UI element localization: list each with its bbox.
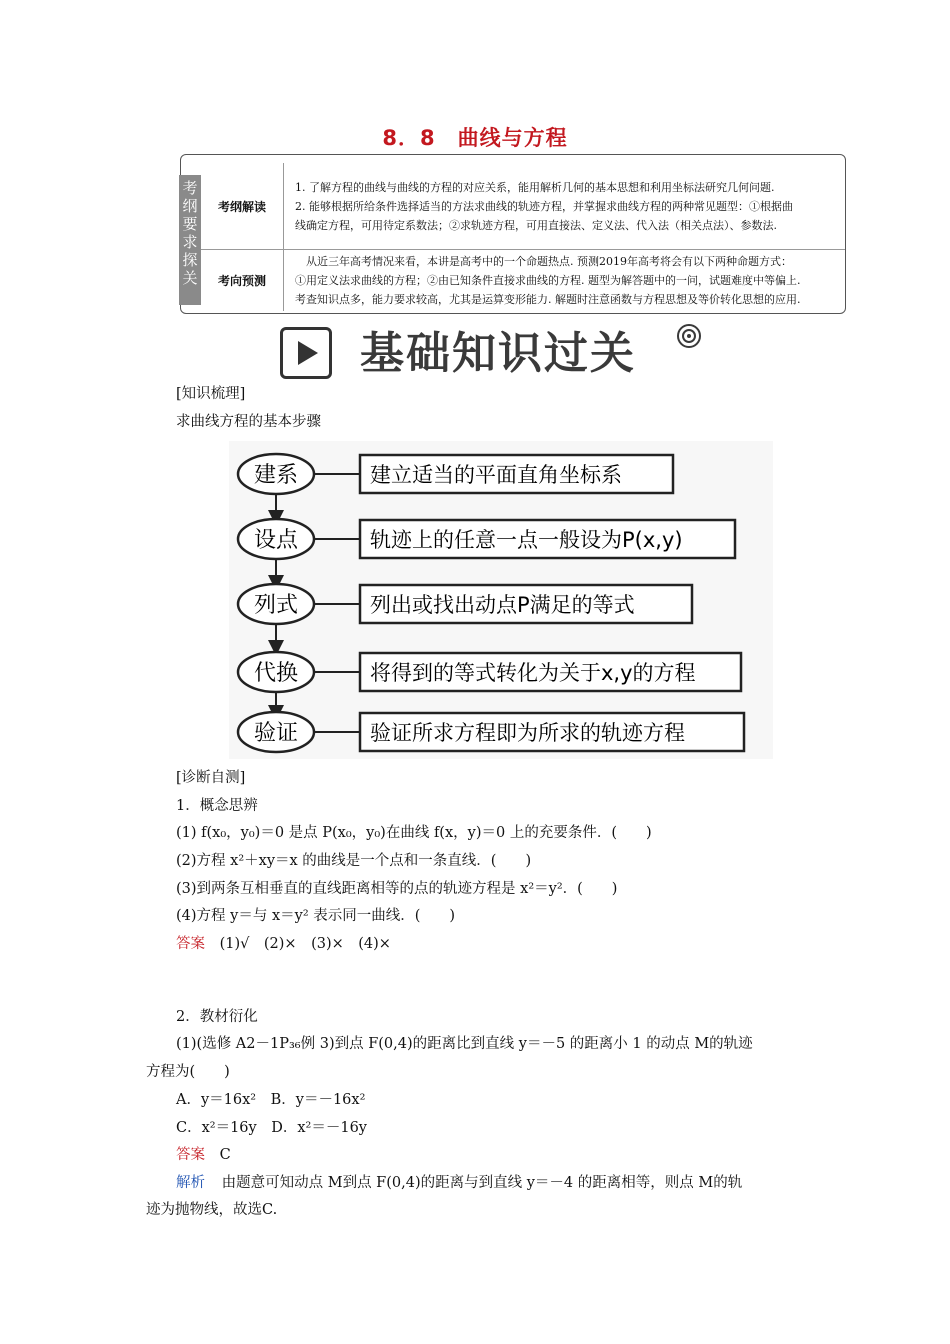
flow-step-desc: 列出或找出动点P满足的等式: [370, 593, 635, 617]
flow-step-desc: 建立适当的平面直角坐标系: [370, 463, 622, 487]
q1-item-1: (1) f(x₀，y₀)＝0 是点 P(x₀，y₀)在曲线 f(x，y)＝0 上的充要条件．( ): [176, 825, 652, 841]
outline-row-text: [295, 249, 839, 311]
banner-title: 基础知识过关: [360, 328, 636, 379]
outline-line: 2. 能够根据所给条件选择适当的方法求曲线的轨迹方程，并掌握求曲线方程的两种常见题型：①根据曲: [295, 199, 793, 213]
flow-step-label: 代换: [253, 661, 299, 686]
analysis-label: 解析: [176, 1175, 205, 1191]
answer-text: C: [219, 1147, 231, 1163]
flow-step-label: 建系: [253, 463, 299, 488]
outline-row-label: 考纲解读: [201, 163, 284, 249]
flow-step-label: 设点: [253, 528, 299, 553]
flow-step-desc: 轨迹上的任意一点一般设为P(x,y): [370, 528, 683, 552]
target-icon: [676, 323, 702, 349]
q2-title: 2．教材衍化: [176, 1009, 258, 1025]
outline-line: 考查知识点多，能力要求较高，尤其是运算变形能力. 解题时注意函数与方程思想及等价转化思想的应用.: [295, 292, 801, 306]
q2-options-1: A．y＝16x² B．y＝－16x²: [176, 1092, 366, 1108]
knowledge-heading: [知识梳理]: [176, 386, 246, 402]
analysis-text: 由题意可知动点 M到点 F(0,4)的距离与到直线 y＝－4 的距离相等，则点 M的轨: [221, 1175, 743, 1191]
answer-label: 答案: [176, 936, 205, 952]
q2-stem-line2: 方程为( ): [146, 1064, 230, 1080]
diagnosis-heading: [诊断自测]: [176, 770, 246, 786]
flowchart: [229, 441, 773, 759]
flow-step-5: [238, 712, 744, 752]
flow-step-label: 列式: [253, 593, 299, 618]
outline-row-interpretation: [201, 163, 845, 250]
q1-answer: [176, 934, 391, 954]
answer-text: (1)√ (2)× (3)× (4)×: [219, 936, 391, 952]
section-banner: [278, 323, 718, 385]
flow-step-2: [238, 519, 735, 559]
q2-answer: [176, 1145, 231, 1165]
q1-item-2: (2)方程 x²＋xy＝x 的曲线是一个点和一条直线．( ): [176, 853, 532, 869]
q2-analysis-line2: 迹为抛物线，故选C.: [146, 1202, 278, 1218]
outline-line: 从近三年高考情况来看，本讲是高考中的一个命题热点. 预测2019年高考将会有以下两种命题方式：: [295, 254, 792, 268]
flow-step-3: [238, 584, 692, 624]
outline-row-text: [295, 163, 839, 249]
steps-subheading: 求曲线方程的基本步骤: [176, 414, 321, 430]
exam-outline-table: [180, 154, 846, 314]
outline-line: 线确定方程，可用待定系数法；②求轨迹方程，可用直接法、定义法、代入法（相关点法）、参数法.: [295, 218, 777, 232]
flow-step-label: 验证: [253, 721, 299, 746]
q1-title: 1．概念思辨: [176, 798, 258, 814]
outline-line: 1. 了解方程的曲线与曲线的方程的对应关系，能用解析几何的基本思想和利用坐标法研究几何问题.: [295, 180, 775, 194]
flow-step-desc: 验证所求方程即为所求的轨迹方程: [370, 721, 685, 745]
outline-vertical-label: 考纲要求探关: [179, 175, 201, 305]
play-icon: [280, 327, 332, 379]
outline-row-label: 考向预测: [201, 249, 284, 311]
page-title: 8．8 曲线与方程: [382, 126, 568, 150]
flow-step-1: [238, 454, 673, 494]
outline-row-forecast: [201, 249, 845, 311]
outline-line: ①用定义法求曲线的方程；②由已知条件直接求曲线的方程. 题型为解答题中的一问，试题难度中等偏上.: [295, 273, 801, 287]
q2-options-2: C．x²＝16y D．x²＝－16y: [176, 1120, 367, 1136]
flow-step-desc: 将得到的等式转化为关于x,y的方程: [370, 661, 696, 685]
flow-step-4: [238, 652, 741, 692]
q1-item-3: (3)到两条互相垂直的直线距离相等的点的轨迹方程是 x²＝y²．( ): [176, 881, 618, 897]
q2-stem-line1: (1)(选修 A2－1P₃₆例 3)到点 F(0,4)的距离比到直线 y＝－5 的距离小 1 的动点 M的轨迹: [176, 1036, 753, 1052]
q2-analysis: [176, 1173, 742, 1193]
q1-item-4: (4)方程 y＝与 x＝y² 表示同一曲线．( ): [176, 908, 456, 924]
answer-label: 答案: [176, 1147, 205, 1163]
